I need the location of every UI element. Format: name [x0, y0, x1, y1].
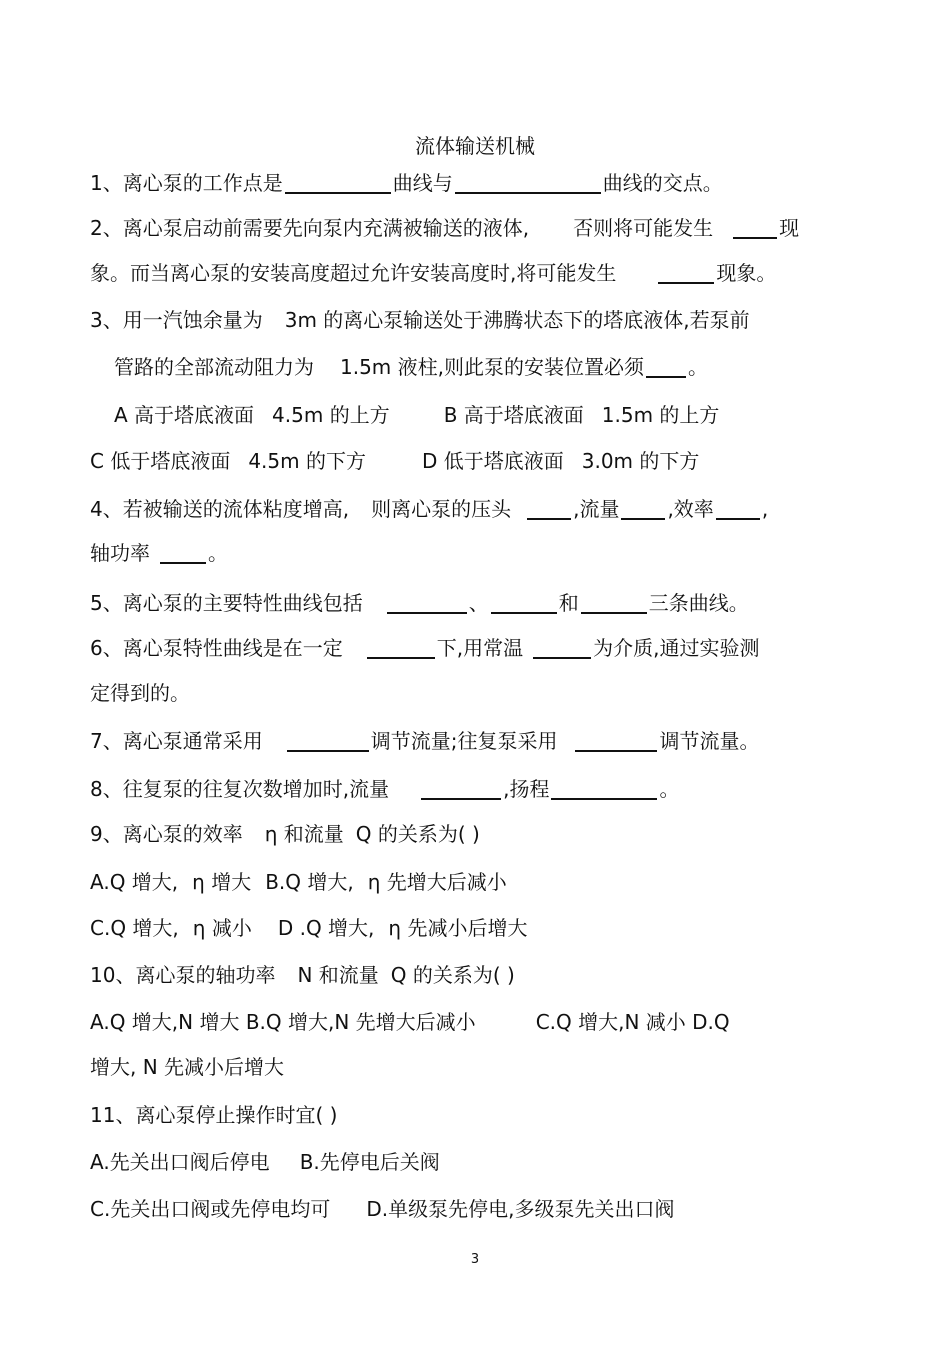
question-4-line-2: [90, 538, 870, 568]
q1-text-c: 曲线的交点。: [602, 171, 723, 195]
q8-text-c: 。: [659, 777, 680, 801]
q3-option-d-2: 3.0m 的下方: [581, 449, 700, 473]
q1-text-b: 曲线与: [392, 171, 453, 195]
q7-text-c: 调节流量。: [659, 729, 760, 753]
q5-blank-3: [581, 592, 647, 614]
question-9-options-cd: [90, 913, 870, 943]
q8-blank-2: [551, 778, 657, 800]
question-3-options-cd: [90, 446, 870, 476]
q1-blank-1: [285, 172, 391, 194]
q3-option-c-2: 4.5m 的下方: [248, 449, 366, 473]
page-title: 流体输送机械: [415, 134, 535, 158]
q4-blank-1: [527, 498, 571, 520]
q9-stem-3: Q 的关系为( ): [355, 822, 480, 846]
q9-option-c-2: η 减小: [192, 916, 252, 940]
q3-blank: [646, 356, 686, 378]
q3-option-b-2: 1.5m 的上方: [601, 403, 720, 427]
question-3-options-ab: [114, 400, 894, 430]
question-3-line-2: [114, 352, 894, 382]
q10-stem-3: Q 的关系为( ): [390, 963, 515, 987]
q3-option-a-2: 4.5m 的上方: [272, 403, 390, 427]
q9-option-b-2: η 先增大后减小: [367, 870, 507, 894]
question-4-line-1: [90, 494, 870, 524]
question-9-stem: [90, 819, 870, 849]
q9-option-d-1: D .Q 增大,: [277, 916, 375, 940]
q8-blank-1: [421, 778, 501, 800]
q5-blank-1: [387, 592, 467, 614]
q4-blank-4: [160, 542, 206, 564]
q2-text-1a: 2、离心泵启动前需要先向泵内充满被输送的液体,: [90, 216, 530, 240]
q8-text-a: 8、往复泵的往复次数增加时,流量: [90, 777, 390, 801]
question-9-options-ab: [90, 867, 870, 897]
question-5: [90, 588, 870, 618]
q3-option-a-1: A 高于塔底液面: [114, 403, 255, 427]
question-6-line-1: [90, 633, 870, 663]
q2-text-1b: 否则将可能发生: [573, 216, 714, 240]
q2-text-2a: 象。而当离心泵的安装高度超过允许安装高度时,将可能发生: [90, 261, 617, 285]
q9-option-c-1: C.Q 增大,: [90, 916, 179, 940]
q7-text-a: 7、离心泵通常采用: [90, 729, 263, 753]
q4-text-2a: 轴功率: [90, 541, 150, 565]
q4-blank-3: [716, 498, 760, 520]
q10-stem-1: 10、离心泵的轴功率: [90, 963, 276, 987]
question-10-stem: [90, 960, 870, 990]
q6-blank-2: [533, 637, 591, 659]
q11-option-d: D.单级泵先停电,多级泵先关出口阀: [366, 1197, 675, 1221]
question-10-options-line-2: 增大, N 先减小后增大: [90, 1055, 285, 1079]
q6-text-1a: 6、离心泵特性曲线是在一定: [90, 636, 343, 660]
q2-text-1c: 现: [779, 216, 800, 240]
q9-option-b-1: B.Q 增大,: [265, 870, 354, 894]
q4-text-1c: ,流量: [573, 497, 620, 521]
q5-blank-2: [491, 592, 557, 614]
q3-option-c-1: C 低于塔底液面: [90, 449, 231, 473]
q10-options-cd: C.Q 增大,N 减小 D.Q: [535, 1010, 730, 1034]
question-11-stem: 11、离心泵停止操作时宜( ): [90, 1103, 338, 1127]
q9-option-a-2: η 增大: [192, 870, 252, 894]
page-number: 3: [470, 1252, 480, 1267]
q5-text-b: 、: [468, 591, 489, 615]
q2-blank-2: [658, 262, 714, 284]
q7-blank-2: [575, 730, 657, 752]
q11-option-c: C.先关出口阀或先停电均可: [90, 1197, 331, 1221]
q1-text-a: 1、离心泵的工作点是: [90, 171, 283, 195]
q9-stem-2: η 和流量: [264, 822, 344, 846]
q9-option-d-2: η 先减小后增大: [388, 916, 528, 940]
q7-blank-1: [287, 730, 369, 752]
q9-stem-1: 9、离心泵的效率: [90, 822, 243, 846]
question-8: [90, 774, 870, 804]
q10-options-ab: A.Q 增大,N 增大 B.Q 增大,N 先增大后减小: [90, 1010, 476, 1034]
q4-text-1d: ,效率: [667, 497, 714, 521]
q11-option-a: A.先关出口阀后停电: [90, 1150, 270, 1174]
q4-text-1a: 4、若被输送的流体粘度增高,: [90, 497, 350, 521]
question-11-options-ab: [90, 1147, 870, 1177]
q3-text-2a: 管路的全部流动阻力为: [114, 355, 314, 379]
q10-stem-2: N 和流量: [297, 963, 379, 987]
q8-text-b: ,扬程: [503, 777, 550, 801]
q4-blank-2: [621, 498, 665, 520]
q9-option-a-1: A.Q 增大,: [90, 870, 179, 894]
q6-blank-1: [367, 637, 435, 659]
q3-text-2c: 。: [688, 355, 709, 379]
q7-text-b: 调节流量;往复泵采用: [370, 729, 558, 753]
q2-blank-1: [733, 217, 777, 239]
q3-text-2b: 1.5m 液柱,则此泵的安装位置必须: [340, 355, 645, 379]
q5-text-c: 和: [558, 591, 579, 615]
question-7: [90, 726, 870, 756]
q4-text-1e: ,: [761, 497, 769, 521]
question-2-line-2: [90, 258, 870, 288]
q2-text-2b: 现象。: [716, 261, 777, 285]
question-1: [90, 168, 870, 198]
q5-text-a: 5、离心泵的主要特性曲线包括: [90, 591, 363, 615]
question-6-line-2: 定得到的。: [90, 681, 190, 705]
q5-text-d: 三条曲线。: [648, 591, 749, 615]
q3-option-d-1: D 低于塔底液面: [421, 449, 564, 473]
q4-text-2b: 。: [208, 541, 228, 565]
question-2-line-1: [90, 213, 870, 243]
q11-option-b: B.先停电后关阀: [299, 1150, 440, 1174]
q6-text-1c: 为介质,通过实验测: [593, 636, 760, 660]
question-10-options-line-1: [90, 1007, 870, 1037]
question-11-options-cd: [90, 1194, 870, 1224]
q4-text-1b: 则离心泵的压头: [371, 497, 512, 521]
q1-blank-2: [455, 172, 601, 194]
q3-option-b-1: B 高于塔底液面: [443, 403, 584, 427]
q6-text-1b: 下,用常温: [436, 636, 524, 660]
q3-text-1a: 3、用一汽蚀余量为: [90, 308, 263, 332]
q3-text-1b: 3m 的离心泵输送处于沸腾状态下的塔底液体,若泵前: [284, 308, 750, 332]
question-3-line-1: [90, 305, 870, 335]
